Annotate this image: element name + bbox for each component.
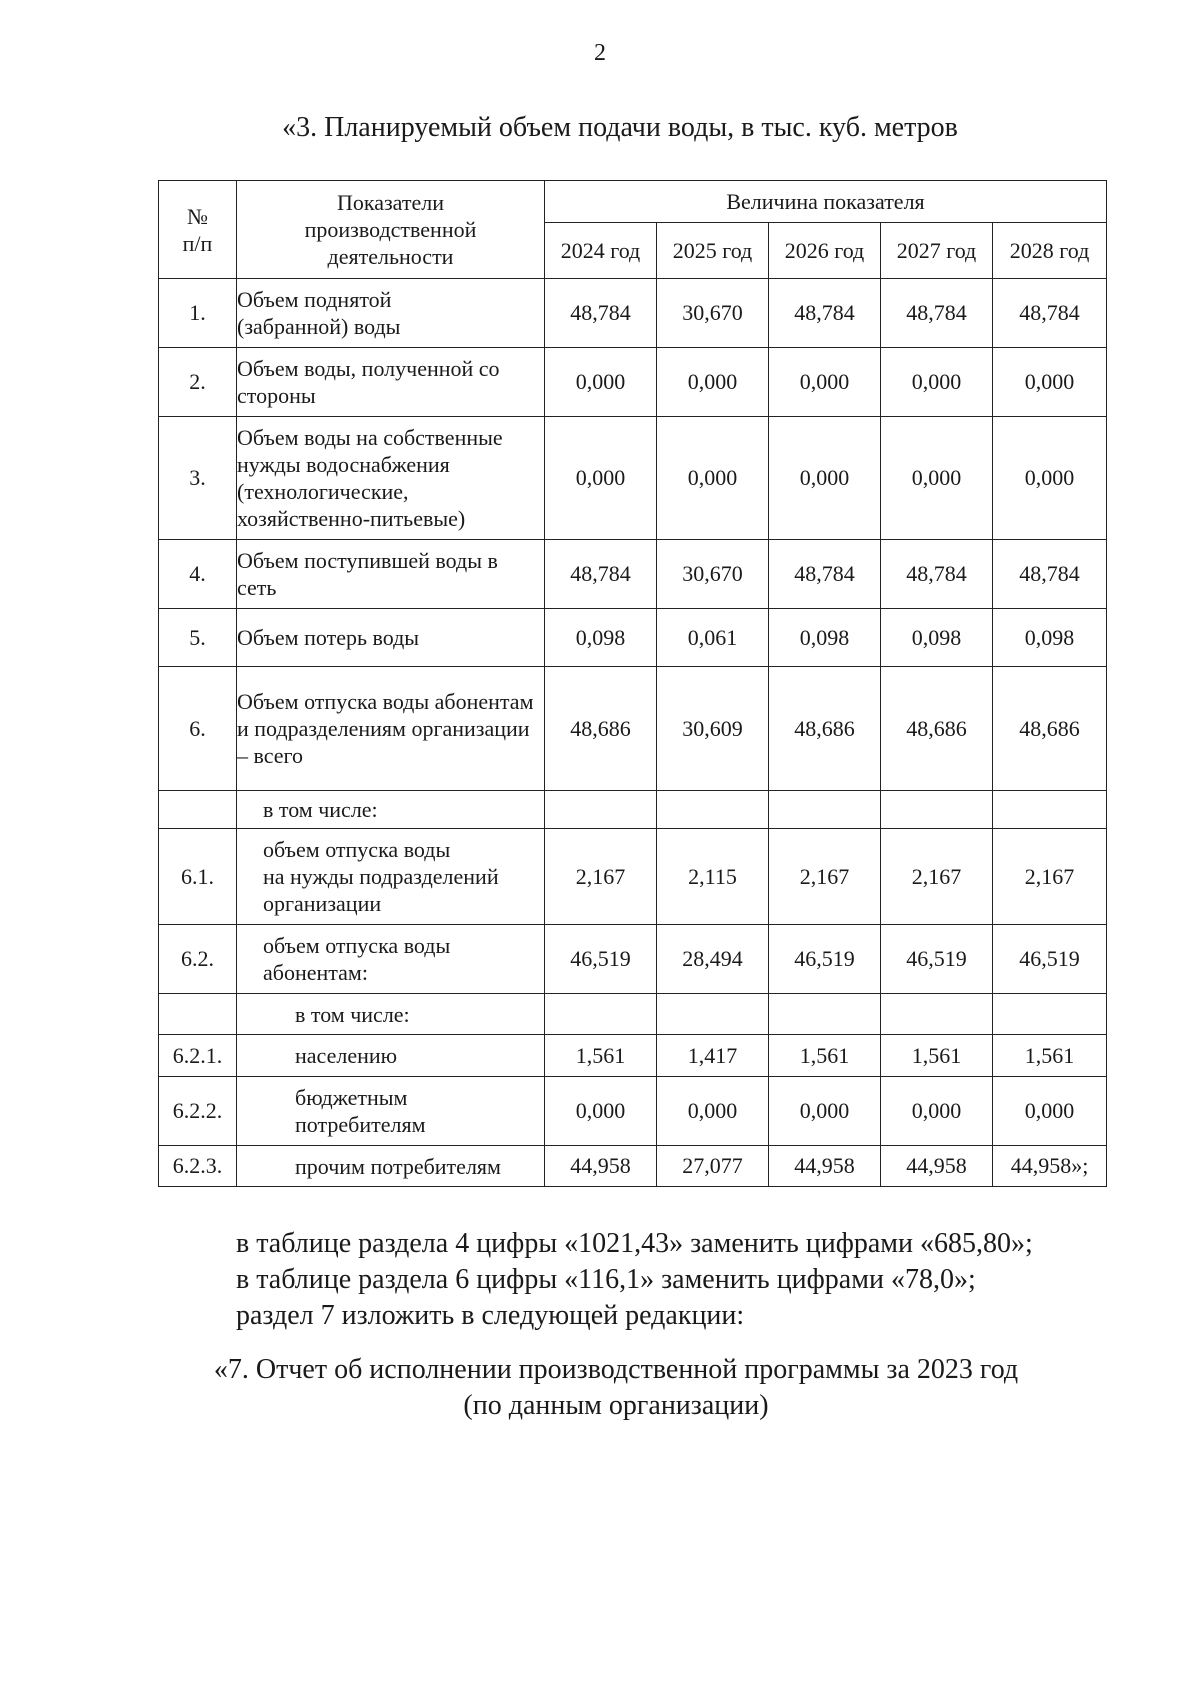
row-value: 0,000 — [545, 417, 657, 540]
row-value: 48,686 — [545, 667, 657, 791]
amendment-paragraph: в таблице раздела 4 цифры «1021,43» заменить цифрами «685,80»; — [236, 1228, 1033, 1259]
water-supply-table — [158, 180, 1107, 1187]
row-value — [769, 994, 881, 1035]
row-value: 0,098 — [545, 609, 657, 667]
row-label: Объем воды на собственные нужды водоснабжения (технологические, хозяйственно-питьевые) — [237, 417, 545, 540]
row-value: 0,000 — [993, 1077, 1107, 1146]
row-value: 0,000 — [769, 348, 881, 417]
row-value: 0,000 — [993, 417, 1107, 540]
row-value: 46,519 — [769, 925, 881, 994]
table-row — [159, 348, 1107, 417]
row-label: Объем потерь воды — [237, 609, 545, 667]
row-number: 6.2.2. — [159, 1077, 237, 1146]
row-value: 46,519 — [993, 925, 1107, 994]
row-value: 0,000 — [881, 417, 993, 540]
row-value: 44,958»; — [993, 1146, 1107, 1187]
row-value: 1,561 — [545, 1035, 657, 1077]
row-label: в том числе: — [237, 791, 545, 829]
header-number: № п/п — [159, 181, 237, 279]
row-value: 30,670 — [657, 279, 769, 348]
page-number: 2 — [594, 40, 606, 66]
row-value: 1,561 — [769, 1035, 881, 1077]
table-row — [159, 829, 1107, 925]
row-value: 2,115 — [657, 829, 769, 925]
row-value — [545, 791, 657, 829]
row-value: 0,000 — [657, 417, 769, 540]
row-value: 48,784 — [993, 540, 1107, 609]
row-value: 0,098 — [993, 609, 1107, 667]
row-value: 46,519 — [881, 925, 993, 994]
row-value — [881, 791, 993, 829]
row-value: 0,061 — [657, 609, 769, 667]
row-value: 0,000 — [657, 348, 769, 417]
row-value: 27,077 — [657, 1146, 769, 1187]
table-row — [159, 1035, 1107, 1077]
header-year: 2025 год — [657, 223, 769, 279]
row-number: 6.1. — [159, 829, 237, 925]
row-value: 1,417 — [657, 1035, 769, 1077]
table-row — [159, 791, 1107, 829]
header-year: 2026 год — [769, 223, 881, 279]
table-row — [159, 1146, 1107, 1187]
row-value: 0,000 — [769, 1077, 881, 1146]
row-value: 48,686 — [993, 667, 1107, 791]
row-value: 0,098 — [769, 609, 881, 667]
row-value: 2,167 — [881, 829, 993, 925]
row-number: 6.2.1. — [159, 1035, 237, 1077]
row-value: 30,670 — [657, 540, 769, 609]
section7-subtitle: (по данным организации) — [463, 1390, 769, 1421]
amendment-paragraph: раздел 7 изложить в следующей редакции: — [236, 1300, 745, 1331]
row-value — [993, 994, 1107, 1035]
row-label: Объем поступившей воды в сеть — [237, 540, 545, 609]
row-value: 2,167 — [769, 829, 881, 925]
row-label: объем отпуска воды на нужды подразделений организации — [237, 829, 545, 925]
table-row — [159, 609, 1107, 667]
row-value: 0,098 — [881, 609, 993, 667]
table-row — [159, 417, 1107, 540]
row-value: 0,000 — [657, 1077, 769, 1146]
table-row — [159, 279, 1107, 348]
row-value: 1,561 — [993, 1035, 1107, 1077]
row-value: 44,958 — [769, 1146, 881, 1187]
row-number: 5. — [159, 609, 237, 667]
header-year: 2027 год — [881, 223, 993, 279]
row-label: объем отпуска воды абонентам: — [237, 925, 545, 994]
header-year: 2028 год — [993, 223, 1107, 279]
row-value: 48,784 — [881, 279, 993, 348]
row-number: 3. — [159, 417, 237, 540]
row-value: 44,958 — [545, 1146, 657, 1187]
row-value: 1,561 — [881, 1035, 993, 1077]
section-title: «3. Планируемый объем подачи воды, в тыс. куб. метров — [282, 112, 958, 143]
row-value: 48,686 — [881, 667, 993, 791]
table-row — [159, 994, 1107, 1035]
table-row — [159, 540, 1107, 609]
row-value — [769, 791, 881, 829]
table-row — [159, 925, 1107, 994]
row-value: 48,784 — [545, 540, 657, 609]
row-label: в том числе: — [237, 994, 545, 1035]
row-value: 48,686 — [769, 667, 881, 791]
row-value: 2,167 — [993, 829, 1107, 925]
row-label: Объем отпуска воды абонентам и подразделениям организации – всего — [237, 667, 545, 791]
row-value: 0,000 — [769, 417, 881, 540]
section7-title: «7. Отчет об исполнении производственной программы за 2023 год — [213, 1354, 1019, 1385]
row-label: бюджетным потребителям — [237, 1077, 545, 1146]
row-value: 48,784 — [769, 540, 881, 609]
row-number: 6.2. — [159, 925, 237, 994]
row-label: Объем воды, полученной со стороны — [237, 348, 545, 417]
row-number — [159, 994, 237, 1035]
header-value: Величина показателя — [545, 181, 1107, 223]
table-row — [159, 1077, 1107, 1146]
row-value — [545, 994, 657, 1035]
row-value: 2,167 — [545, 829, 657, 925]
row-value: 28,494 — [657, 925, 769, 994]
row-value — [881, 994, 993, 1035]
row-value: 0,000 — [881, 348, 993, 417]
row-number: 6.2.3. — [159, 1146, 237, 1187]
row-value: 48,784 — [881, 540, 993, 609]
row-number: 1. — [159, 279, 237, 348]
row-value — [993, 791, 1107, 829]
row-value: 30,609 — [657, 667, 769, 791]
row-value: 48,784 — [769, 279, 881, 348]
row-number: 2. — [159, 348, 237, 417]
row-number: 6. — [159, 667, 237, 791]
table-row — [159, 667, 1107, 791]
row-number — [159, 791, 237, 829]
row-value: 0,000 — [545, 1077, 657, 1146]
row-value: 0,000 — [545, 348, 657, 417]
row-value — [657, 994, 769, 1035]
amendment-paragraph: в таблице раздела 6 цифры «116,1» заменить цифрами «78,0»; — [236, 1264, 976, 1295]
row-value: 44,958 — [881, 1146, 993, 1187]
header-year: 2024 год — [545, 223, 657, 279]
row-value — [657, 791, 769, 829]
row-value: 0,000 — [993, 348, 1107, 417]
row-label: прочим потребителям — [237, 1146, 545, 1187]
section7-heading — [0, 1352, 1200, 1424]
row-value: 48,784 — [545, 279, 657, 348]
row-value: 48,784 — [993, 279, 1107, 348]
header-indicator: Показатели производственной деятельности — [237, 181, 545, 279]
row-value: 46,519 — [545, 925, 657, 994]
row-label: Объем поднятой (забранной) воды — [237, 279, 545, 348]
row-value: 0,000 — [881, 1077, 993, 1146]
row-label: населению — [237, 1035, 545, 1077]
row-number: 4. — [159, 540, 237, 609]
